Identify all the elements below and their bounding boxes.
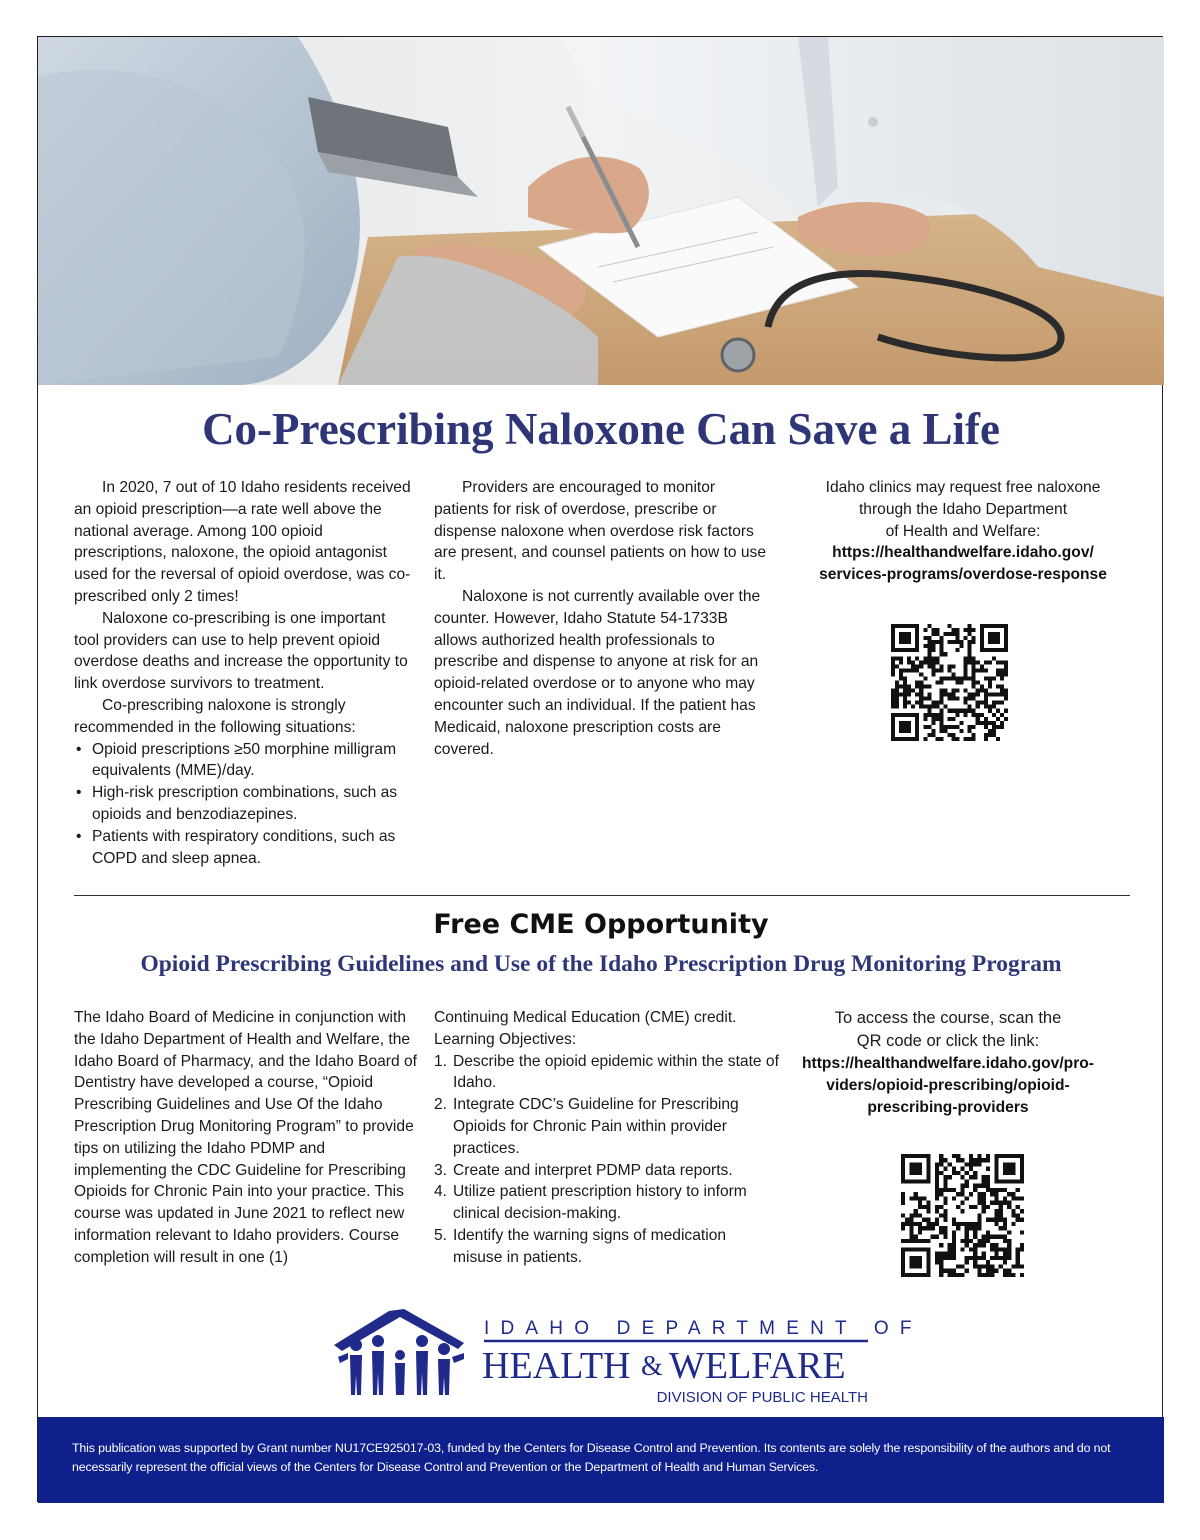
list-item: 2. Integrate CDC’s Guideline for Prescribing Opioids for Chronic Pain within provider practices.	[434, 1096, 739, 1157]
paragraph: Continuing Medical Education (CME) credit.	[434, 1009, 737, 1026]
logo-ampersand: &	[641, 1351, 663, 1382]
bullet: •	[76, 827, 82, 845]
list-item: • Patients with respiratory conditions, such as COPD and sleep apnea.	[76, 827, 396, 867]
course-description-column	[74, 1007, 419, 1269]
paragraph: Providers are encouraged to monitor patients for risk of overdose, prescribe or dispense naloxone when overdose risk factors are present, and counsel patients on how to use it.	[434, 479, 767, 584]
cme-subtitle: Opioid Prescribing Guidelines and Use of the Idaho Prescription Drug Monitoring Program	[140, 951, 1062, 977]
cme-title: Free CME Opportunity	[433, 909, 769, 940]
course-link[interactable]: https://healthandwelfare.idaho.gov/pro- viders/opioid-prescribing/opioid- prescribing-providers	[802, 1055, 1094, 1116]
list-item: 5. Identify the warning signs of medication misuse in patients.	[434, 1226, 727, 1266]
list-item: • Opioid prescriptions ≥50 morphine milligram equivalents (MME)/day.	[76, 740, 397, 780]
qr-code-icon[interactable]	[901, 1154, 1024, 1277]
providers-column	[434, 477, 774, 760]
course-access-column	[783, 1007, 1113, 1119]
paragraph: In 2020, 7 out of 10 Idaho residents received an opioid prescription—a rate well above the national average. Among 100 opioid prescriptions, naloxone, the opioid antagonist used for the reversal of opioid overdose, was co-prescribed only 2 times!	[74, 479, 411, 605]
idhw-logo	[334, 1305, 923, 1407]
section-divider	[74, 895, 1130, 896]
paragraph: Naloxone co-prescribing is one important tool providers can use to help prevent opioid overdose deaths and increase the opportunity to link overdose survivors to treatment.	[74, 609, 408, 693]
text-line: through the Idaho Department	[858, 500, 1068, 518]
list-item: • High-risk prescription combinations, such as opioids and benzodiazepines.	[76, 784, 398, 823]
bullet: •	[76, 784, 82, 802]
list-item: 1. Describe the opioid epidemic within the state of Idaho.	[434, 1052, 779, 1092]
footer-disclaimer	[38, 1417, 1164, 1503]
free-naloxone-column	[798, 477, 1128, 586]
paragraph: Co-prescribing naloxone is strongly recommended in the following situations:	[74, 696, 356, 736]
paragraph: The Idaho Board of Medicine in conjunction with the Idaho Department of Health and Welfare, the Idaho Board of Pharmacy, and the Idaho Board of Dentistry have developed a course, “Opioid Prescribing Guidelines and Use Of the Idaho Prescription Drug Monitoring Program” to provide tips on utilizing the Idaho PDMP and implementing the CDC Guideline for Prescribing Opioids for Chronic Pain into your practice. This course was updated in June 2021 to reflect new information relevant to Idaho providers. Course completion will result in one (1)	[74, 1009, 418, 1266]
objectives-label: Learning Objectives:	[434, 1030, 577, 1048]
situations-list	[74, 739, 414, 870]
family-house-logo	[334, 1309, 464, 1395]
logo-line2a: HEALTH	[482, 1345, 631, 1387]
flyer-page	[37, 36, 1163, 1502]
text-line: of Health and Welfare:	[885, 522, 1041, 540]
qr-code-icon[interactable]	[891, 624, 1008, 741]
doctor-consultation-image	[38, 37, 1164, 385]
objectives-list	[434, 1051, 779, 1269]
text-line: Idaho clinics may request free naloxone	[825, 479, 1101, 496]
logo-line1: IDAHO DEPARTMENT OF	[484, 1318, 923, 1339]
learning-objectives-column	[434, 1007, 779, 1269]
logo-line3: DIVISION OF PUBLIC HEALTH	[656, 1389, 868, 1406]
text-line: QR code or click the link:	[856, 1032, 1040, 1050]
page-title: Co-Prescribing Naloxone Can Save a Life	[202, 404, 1000, 454]
logo-line2c: WELFARE	[669, 1345, 846, 1387]
bullet: •	[76, 740, 82, 758]
paragraph: Naloxone is not currently available over the counter. However, Idaho Statute 54-1733B allows authorized health professionals to prescribe and dispense to anyone at risk for an opioid-related overdose or to anyone who may encounter such an individual. If the patient has Medicaid, naloxone prescription costs are covered.	[434, 587, 761, 758]
disclaimer-text: This publication was supported by Grant number NU17CE925017-03, funded by the Centers for Disease Control and Prevention. Its contents are solely the responsibility of the authors and do not necessarily represent the official views of the Centers for Disease Control and Prevention or the Department of Health and Human Services.	[72, 1441, 1111, 1474]
intro-column	[74, 477, 414, 869]
overdose-response-link[interactable]: https://healthandwelfare.idaho.gov/ services-programs/overdose-response	[819, 544, 1107, 584]
list-item: 3. Create and interpret PDMP data reports.	[434, 1161, 733, 1179]
text-line: To access the course, scan the	[834, 1009, 1062, 1027]
hero-photo	[38, 37, 1164, 385]
list-item: 4. Utilize patient prescription history to inform clinical decision-making.	[434, 1183, 747, 1223]
